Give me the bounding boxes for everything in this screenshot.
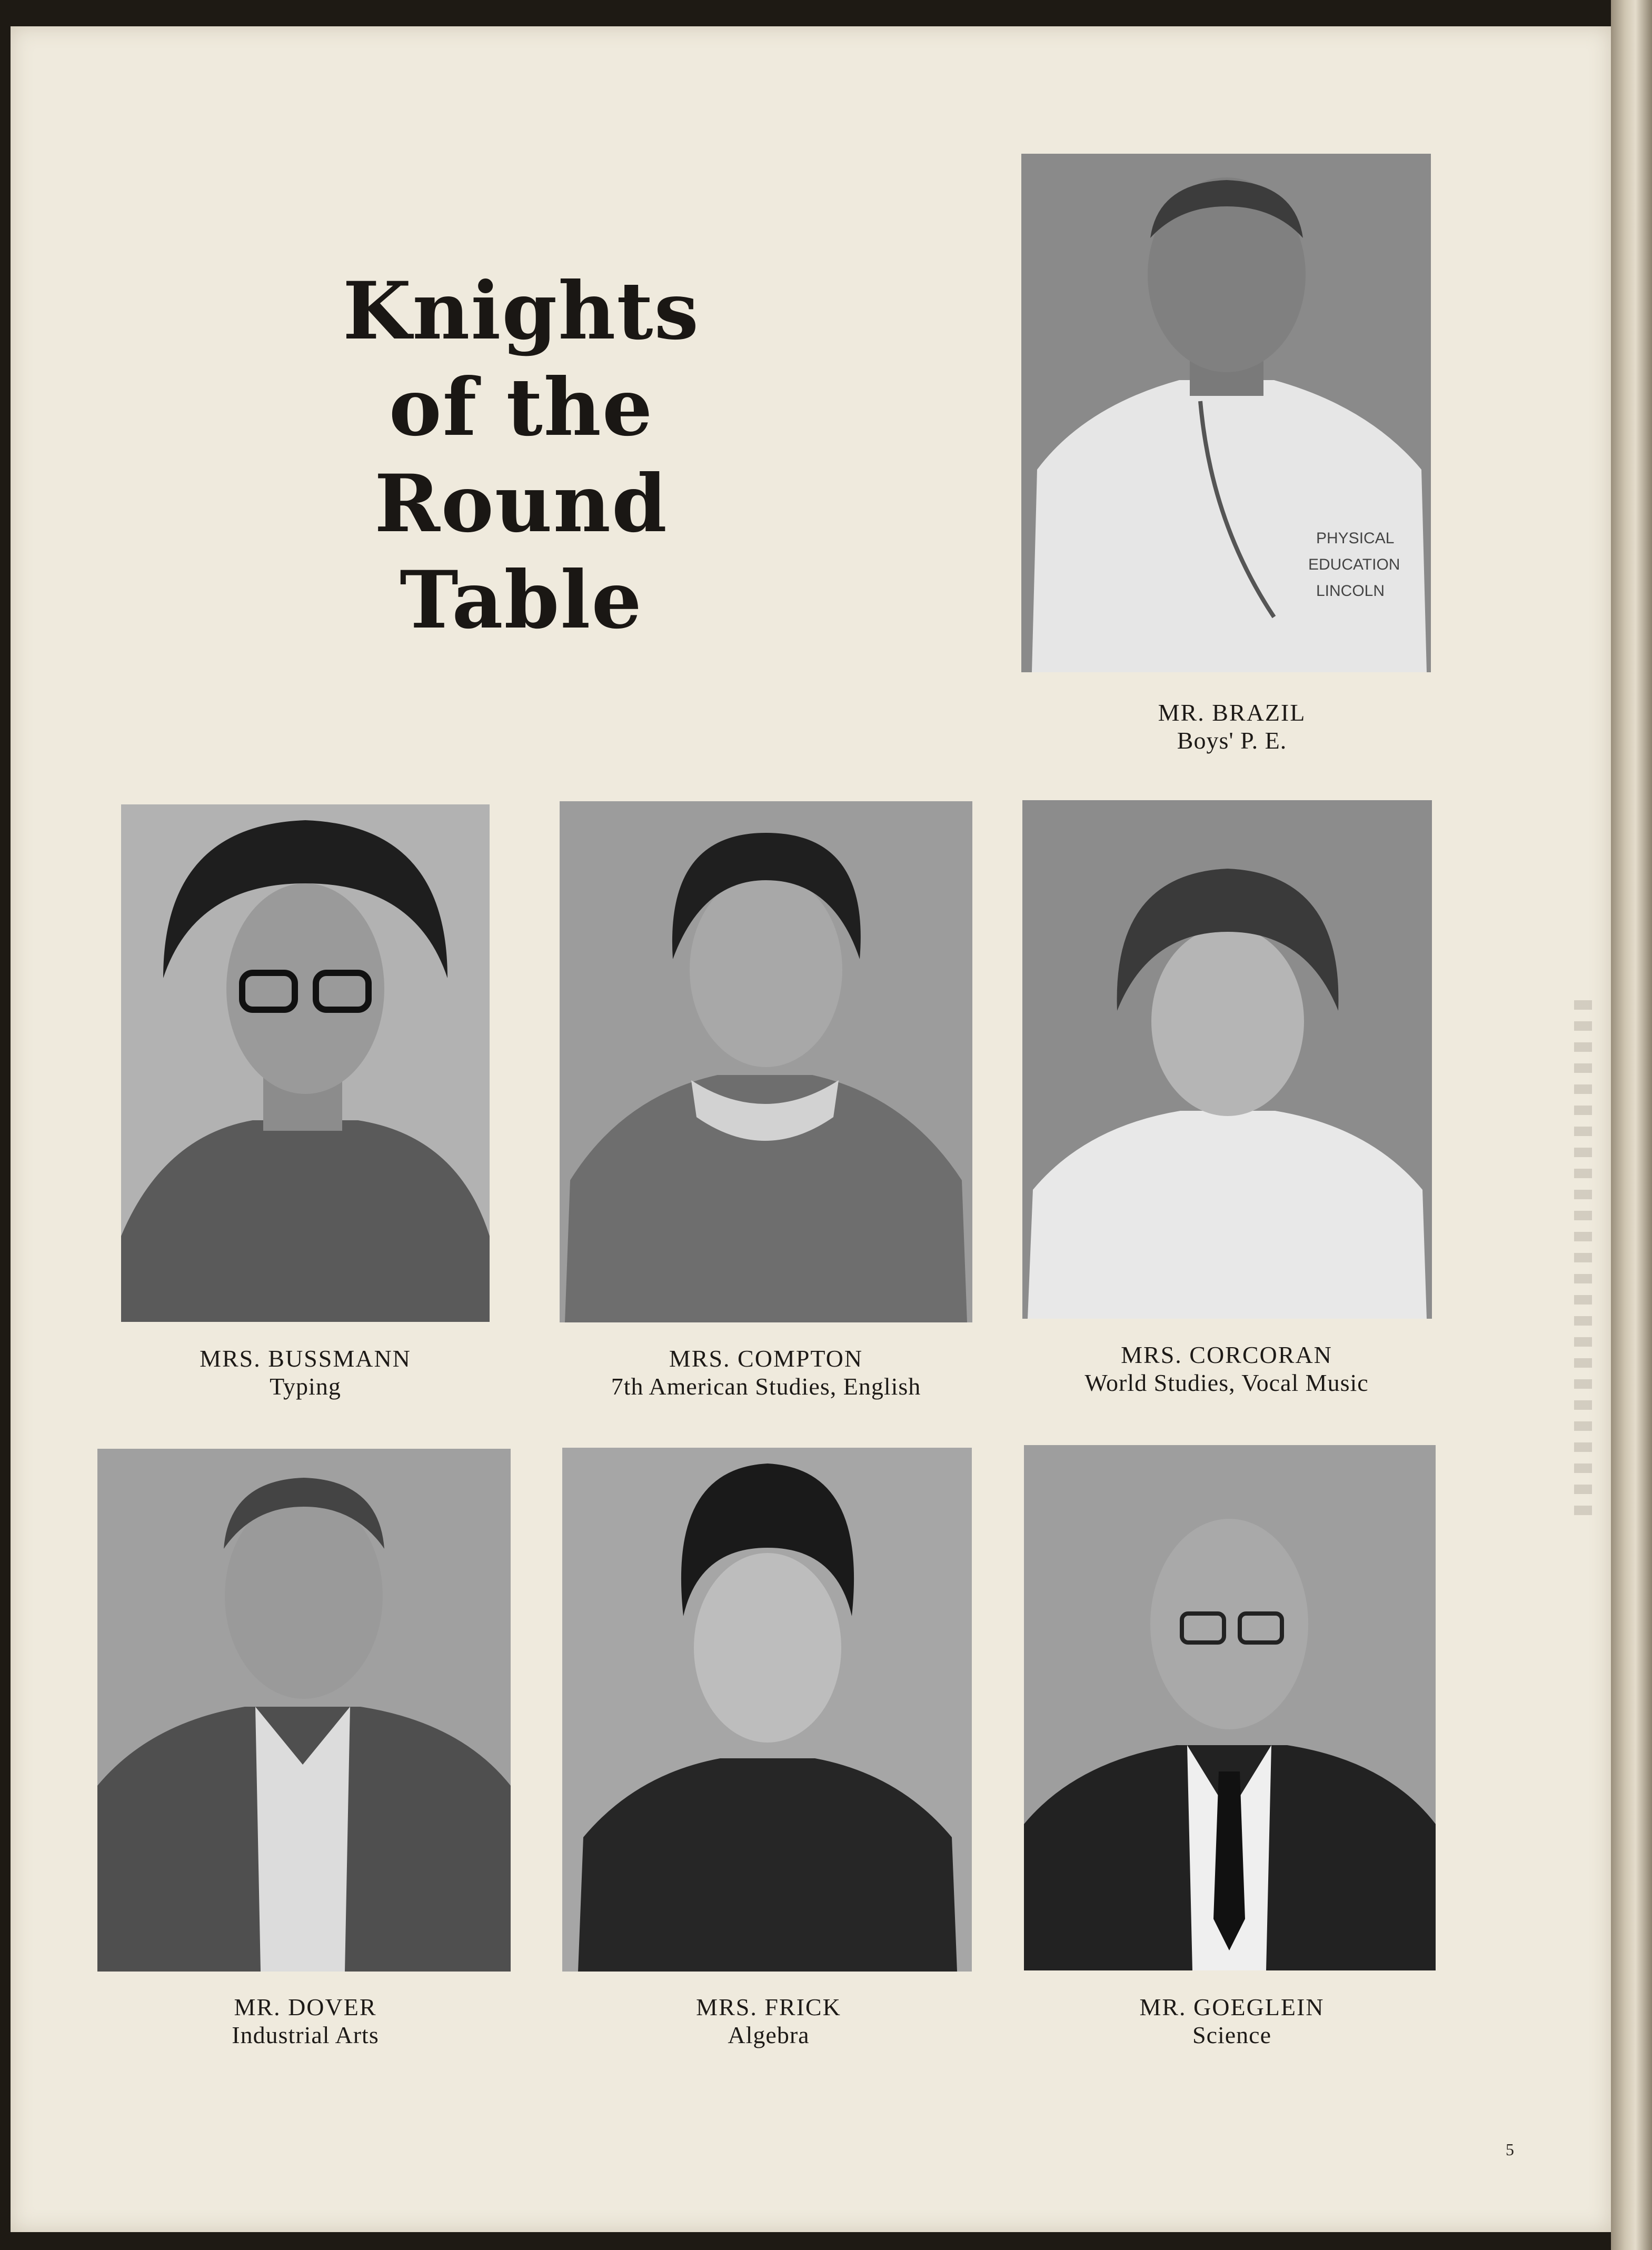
title-line-2: of the [389, 361, 654, 454]
portrait-compton-icon [560, 801, 972, 1322]
portrait-photo-frick [562, 1448, 972, 1972]
portrait-goeglein-icon [1024, 1445, 1436, 1970]
portrait-frick-icon [562, 1448, 972, 1972]
portrait-photo-dover [97, 1449, 511, 1972]
page-title [284, 263, 758, 649]
teacher-name: MRS. FRICK [696, 1994, 841, 2020]
portrait-brazil-icon [1021, 154, 1431, 672]
teacher-name: MRS. BUSSMANN [200, 1345, 411, 1372]
caption-goeglein [1058, 1994, 1406, 2049]
teacher-subject: Algebra [728, 2021, 810, 2048]
shirt-text-1: PHYSICAL [1316, 530, 1395, 547]
book-spine [1611, 0, 1652, 2250]
title-line-1: Knights [342, 265, 700, 357]
shirt-text-2: EDUCATION [1308, 556, 1400, 573]
page-number: 5 [1506, 2140, 1514, 2159]
caption-corcoran [1027, 1341, 1427, 1397]
teacher-subject: 7th American Studies, English [611, 1372, 921, 1400]
teacher-name: MRS. CORCORAN [1121, 1341, 1332, 1368]
title-line-3: Round Table [374, 457, 668, 646]
teacher-subject: Typing [270, 1372, 341, 1400]
caption-frick [584, 1994, 953, 2049]
portrait-photo-compton [560, 801, 972, 1322]
portrait-corcoran-icon [1022, 800, 1432, 1319]
portrait-photo-goeglein [1024, 1445, 1436, 1970]
teacher-name: MRS. COMPTON [669, 1345, 863, 1372]
caption-compton [553, 1345, 979, 1401]
caption-brazil [1063, 699, 1400, 755]
spine-stamp [1574, 1000, 1592, 1527]
caption-bussmann [132, 1345, 479, 1401]
teacher-name: MR. BRAZIL [1158, 699, 1306, 726]
portrait-photo-brazil [1021, 154, 1431, 672]
teacher-subject: Industrial Arts [232, 2021, 379, 2048]
portrait-bussmann-icon [121, 804, 490, 1322]
teacher-name: MR. GOEGLEIN [1139, 1994, 1325, 2020]
teacher-subject: Boys' P. E. [1177, 726, 1287, 754]
teacher-name: MR. DOVER [234, 1994, 377, 2020]
portrait-photo-corcoran [1022, 800, 1432, 1319]
teacher-subject: World Studies, Vocal Music [1084, 1369, 1369, 1396]
shirt-text-3: LINCOLN [1316, 582, 1385, 600]
teacher-subject: Science [1192, 2021, 1272, 2048]
portrait-dover-icon [97, 1449, 511, 1972]
caption-dover [137, 1994, 474, 2049]
portrait-photo-bussmann [121, 804, 490, 1322]
